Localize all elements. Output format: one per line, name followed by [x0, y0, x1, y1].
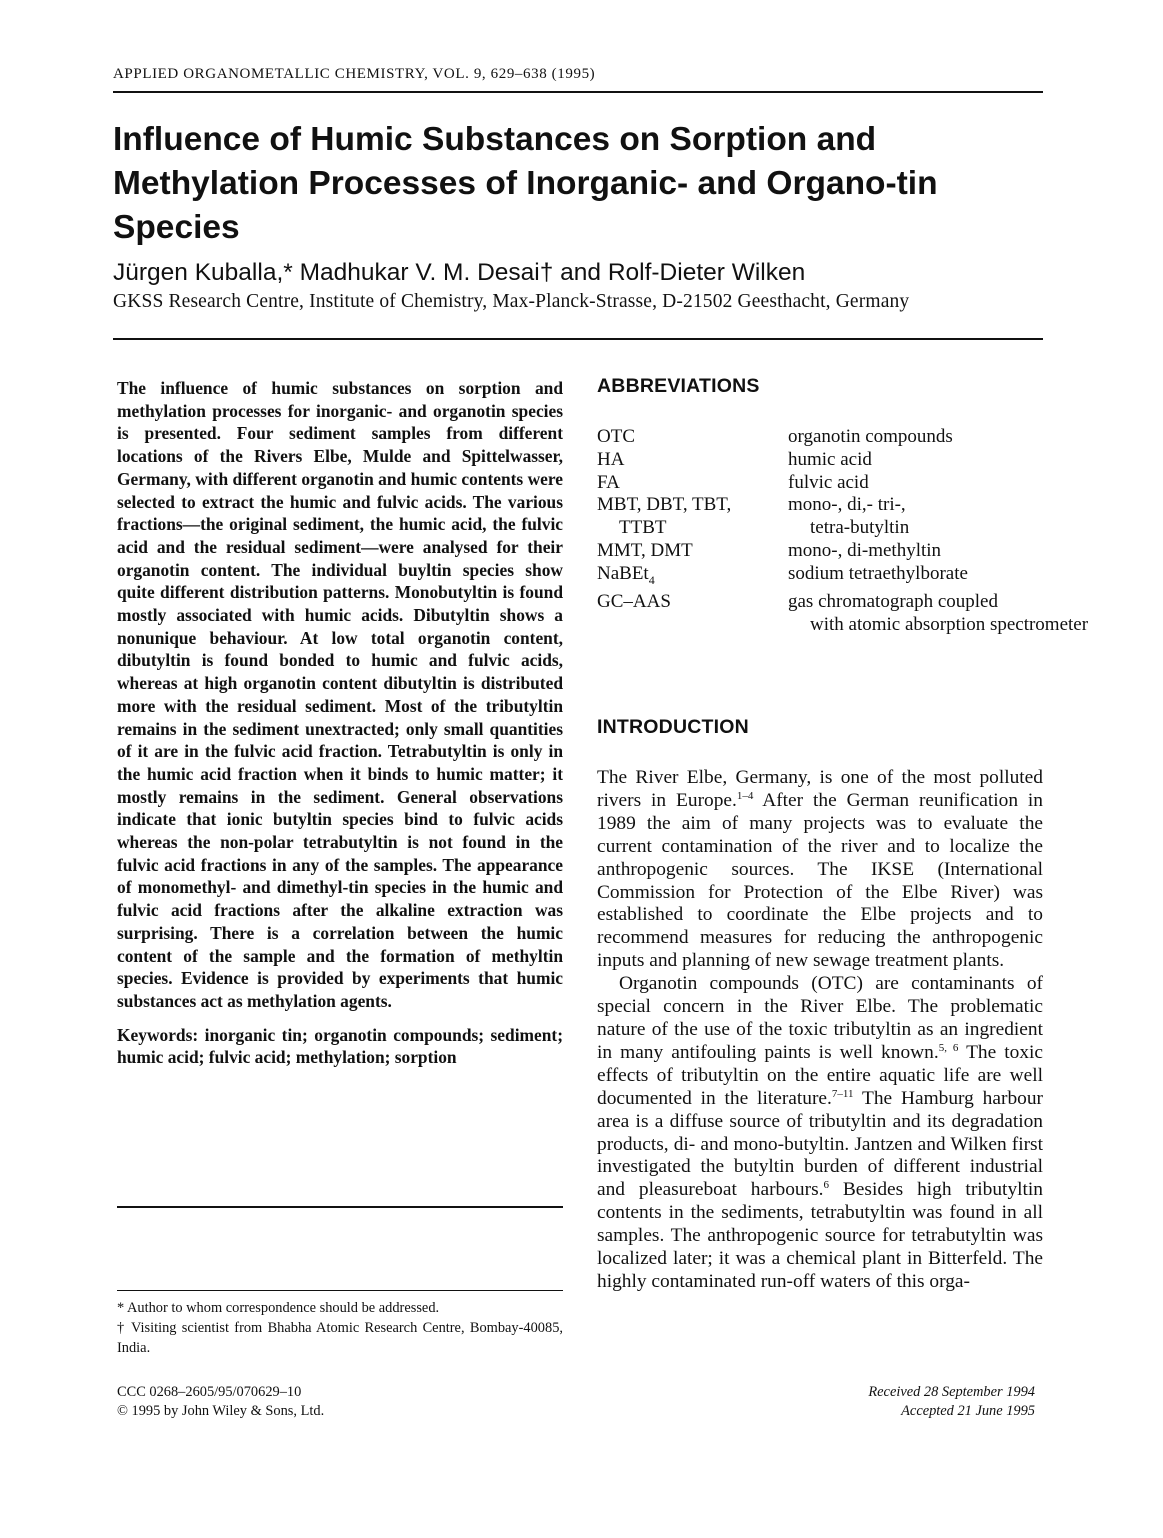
abbreviation: GC–AAS: [597, 591, 671, 613]
abbreviation-row: [597, 472, 1088, 495]
citation-ref: 7–11: [831, 1087, 854, 1100]
introduction-heading: INTRODUCTION: [597, 716, 749, 738]
citation-ref: 5, 6: [938, 1041, 959, 1054]
copyright-block: [117, 1383, 563, 1421]
definition: fulvic acid: [788, 471, 869, 493]
abbreviation: OTC: [597, 426, 635, 447]
abbreviation-row: [597, 426, 1088, 449]
header-rule: [113, 91, 1043, 93]
introduction-body: [597, 767, 1043, 1294]
text-run: Besides high tributyltin contents in the sediments, tetrabutyltin was found in all samples. The anthropogenic source for tetrabutyltin was localized later; it was a chemical plant in Bitterfeld. The highly contaminated run-off waters of this orga-: [597, 1179, 1043, 1292]
abbreviation-continuation: TTBT: [619, 517, 667, 539]
article-dates: [780, 1383, 1035, 1421]
definition-line: gas chromatograph coupled: [788, 591, 998, 613]
abbreviation: MMT, DMT: [597, 539, 693, 561]
footnote-visiting-scientist: † Visiting scientist from Bhabha Atomic Research Centre, Bombay-40085, India.: [117, 1320, 563, 1356]
abbreviation-row: [597, 449, 1088, 472]
abbreviation-row: [597, 494, 1088, 540]
text-run: After the German reunification in 1989 the aim of many projects was to evaluate the current contamination of the river and to localize the anthropogenic sources. The IKSE (International Commission for Protection of the Elbe River) was established to coordinate the Elbe projects and to recommend measures for reducing the anthropogenic inputs and planning of new sewage treatment plants.: [597, 789, 1043, 972]
abbreviation-line: MBT, DBT, TBT,: [597, 494, 732, 516]
affiliation: GKSS Research Centre, Institute of Chemistry, Max-Planck-Strasse, D-21502 Geesthacht, Germany: [113, 291, 910, 312]
abstract: The influence of humic substances on sorption and methylation processes for inorganic- and organotin species is presented. Four sediment samples from different locations of the Rivers Elbe, Mulde and Spittelwasser, Germany, with different organotin and humic contents were selected to extract the humic and fulvic acids. The various fractions—the original sediment, the humic acid, the fulvic acid and the residual sediment—were analysed for their organotin content. The individual buyltin species show quite different distribution patterns. Monobutyltin is found mostly associated with humic acids. Dibutyltin shows a nonunique behaviour. At low total organotin content, dibutyltin is found bonded to humic and fulvic acids, whereas at high organotin content dibutyltin is distributed more with the residual sediment. Most of the tributyltin remains in the sediment unextracted; only small quantities of it are in the fulvic acid fraction. Tetrabutyltin is only in the humic acid fraction when it binds to humic matter; it mostly remains in the sediment. General observations indicate that ionic butyltin species bind to fulvic acids whereas the non-polar tetrabutyltin is not found in the fulvic acid fractions in any of the samples. The appearance of monomethyl- and dimethyl-tin species in the humic and fulvic acid fractions after the alkaline extraction was surprising. There is a correlation between the humic content of the sample and the formation of methyltin species. Evidence is provided by experiments that humic substances act as methylation agents.: [117, 378, 563, 1011]
definition-line: mono-, di,- tri-,: [788, 494, 906, 516]
abbreviation: [597, 563, 788, 592]
abbreviations-table: [597, 426, 1088, 637]
copyright-line: © 1995 by John Wiley & Sons, Ltd.: [117, 1403, 325, 1419]
definition-continuation: tetra-butyltin: [810, 517, 910, 539]
abbreviation: FA: [597, 471, 620, 493]
definition-continuation: with atomic absorption spectrometer: [810, 614, 1089, 636]
footnote-rule: [117, 1290, 563, 1291]
intro-paragraph-1: [597, 767, 1043, 973]
citation-ref: 6: [823, 1179, 829, 1192]
journal-header: APPLIED ORGANOMETALLIC CHEMISTRY, VOL. 9, 629–638 (1995): [113, 66, 596, 82]
abbreviation-base: NaBEt: [597, 562, 649, 584]
footnote-corresponding-author: * Author to whom correspondence should be addressed.: [117, 1300, 440, 1316]
abbreviation-row: [597, 591, 1088, 637]
article-title: Influence of Humic Substances on Sorption and Methylation Processes of Inorganic- and Organo-tin Species: [113, 121, 938, 246]
keywords: Keywords: inorganic tin; organotin compounds; sediment; humic acid; fulvic acid; methylation; sorption: [117, 1024, 563, 1068]
accepted-date: Accepted 21 June 1995: [901, 1403, 1035, 1419]
text-run: The River Elbe, Germany, is one of the most polluted rivers in Europe.: [597, 767, 1043, 811]
abbreviation-row: [597, 563, 1088, 592]
citation-ref: 1–4: [736, 789, 754, 802]
title-rule: [113, 338, 1043, 340]
abbreviation: HA: [597, 448, 625, 470]
definition: [788, 591, 1088, 637]
intro-paragraph-2: [597, 973, 1043, 1294]
abstract-column: [117, 377, 563, 1069]
text-run: The Hamburg harbour area is a diffuse source of tributyltin and its degradation products, di- and mono-butyltin. Jantzen and Wilken first investigated the butyltin burden of different industrial and pleasureboat harbours.: [597, 1087, 1043, 1201]
abbreviation-row: [597, 540, 1088, 563]
author-list: Jürgen Kuballa,* Madhukar V. M. Desai† and Rolf-Dieter Wilken: [113, 259, 806, 286]
abbreviation-subscript: 4: [648, 572, 655, 587]
abbreviation: [597, 494, 788, 540]
definition: organotin compounds: [788, 426, 953, 447]
abstract-end-rule: [117, 1206, 563, 1208]
definition: humic acid: [788, 448, 872, 470]
definition: sodium tetraethylborate: [788, 562, 968, 584]
definition: mono-, di-methyltin: [788, 539, 942, 561]
definition: [788, 494, 1088, 540]
ccc-code: CCC 0268–2605/95/070629–10: [117, 1384, 302, 1400]
text-run: Organotin compounds (OTC) are contaminants of special concern in the River Elbe. The problematic nature of the use of the toxic tributyltin as an ingredient in many antifouling paints is well known.: [597, 973, 1043, 1063]
abbreviations-heading: ABBREVIATIONS: [597, 375, 760, 397]
text-run: The toxic effects of tributyltin on the entire aquatic life are well documented in the literature.: [597, 1041, 1044, 1109]
received-date: Received 28 September 1994: [868, 1384, 1035, 1400]
footnotes: [117, 1298, 563, 1358]
